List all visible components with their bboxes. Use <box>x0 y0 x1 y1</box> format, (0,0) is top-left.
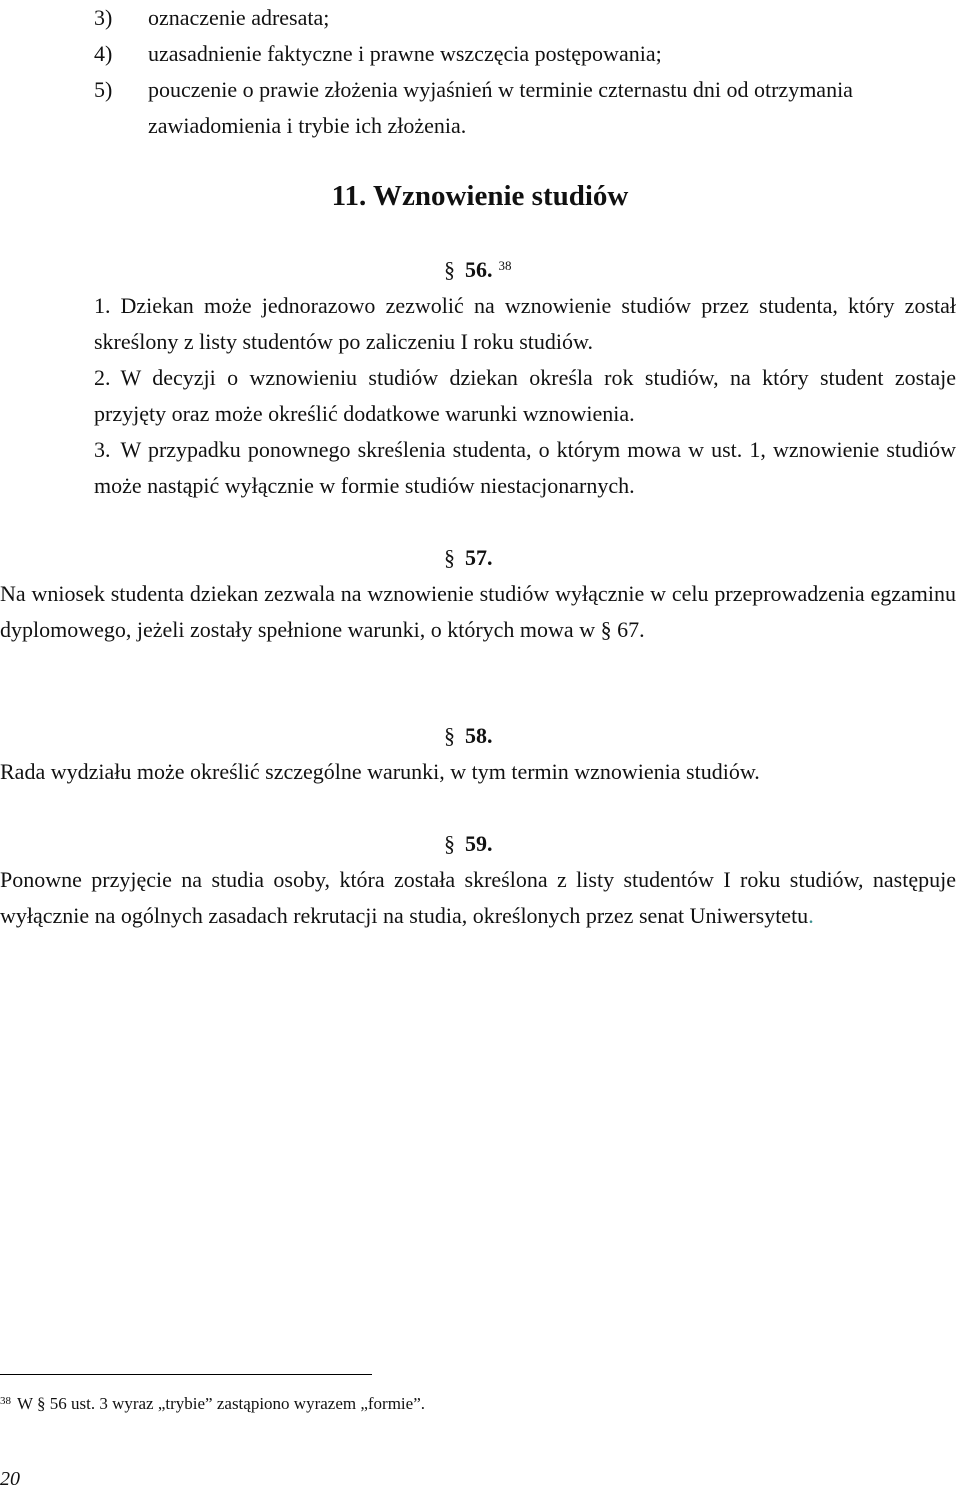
paragraph-heading-59 <box>444 826 493 862</box>
clause-number: 2. <box>94 365 111 390</box>
clause-number: 3. <box>94 437 111 462</box>
section-sign: § <box>444 545 455 570</box>
chapter-title: 11. Wznowienie studiów <box>331 180 629 212</box>
clause-number: 1. <box>94 293 111 318</box>
paragraph-number: 57. <box>465 545 493 570</box>
footnote-number: 38 <box>0 1395 11 1407</box>
final-period: . <box>808 903 814 928</box>
paragraph-text: Ponowne przyjęcie na studia osoby, która została skreślona z listy studentów I roku studiów, następuje wyłącznie na ogólnych zasadach rekrutacji na studia, określonych przez senat Uniwersytetu <box>0 867 956 928</box>
list-item <box>94 72 956 108</box>
paragraph-heading-56 <box>444 252 512 288</box>
paragraph-heading-58 <box>444 718 493 754</box>
clause-text: W decyzji o wznowieniu studiów dziekan określa rok studiów, na który student zostaje przyjęty oraz może określić dodatkowe warunki wznowienia. <box>94 365 956 426</box>
list-item-continuation <box>148 108 956 144</box>
section-sign: § <box>444 831 455 856</box>
clause-3 <box>94 432 956 504</box>
footnote <box>0 1392 425 1416</box>
list-item-number: 5) <box>94 77 113 102</box>
paragraph-number: 58. <box>465 723 493 748</box>
paragraph-number: 56. <box>465 257 493 282</box>
section-sign: § <box>444 723 455 748</box>
paragraph-heading-57 <box>444 540 493 576</box>
list-item-text: uzasadnienie faktyczne i prawne wszczęcia postępowania; <box>148 41 662 66</box>
footnote-separator <box>0 1374 372 1375</box>
list-item-text: pouczenie o prawie złożenia wyjaśnień w terminie czternastu dni od otrzymania <box>148 77 853 102</box>
paragraph-text: Na wniosek studenta dziekan zezwala na wznowienie studiów wyłącznie w celu przeprowadzenia egzaminu dyplomowego, jeżeli zostały spełnione warunki, o których mowa w <box>0 581 956 642</box>
page-number: 20 <box>0 1468 20 1490</box>
footnote-text: W § 56 ust. 3 wyraz „trybie” zastąpiono wyrazem „formie”. <box>17 1394 425 1413</box>
paragraph-57-text <box>0 576 956 648</box>
list-item-text: zawiadomienia i trybie ich złożenia. <box>148 113 467 138</box>
paragraph-number: 59. <box>465 831 493 856</box>
list-item-number: 3) <box>94 5 113 30</box>
list-item-number: 4) <box>94 41 113 66</box>
section-sign: § <box>600 617 612 642</box>
clause-text: Dziekan może jednorazowo zezwolić na wznowienie studiów przez studenta, który został skreślony z listy studentów po zaliczeniu I roku studiów. <box>94 293 956 354</box>
clause-2 <box>94 360 956 432</box>
list-item <box>94 36 956 72</box>
section-sign: § <box>444 257 455 282</box>
list-item-text: oznaczenie adresata; <box>148 5 330 30</box>
list-item <box>94 0 956 36</box>
paragraph-text-end: 67. <box>617 617 645 642</box>
paragraph-58-text: Rada wydziału może określić szczególne warunki, w tym termin wznowienia studiów. <box>0 759 760 784</box>
enumerated-list <box>94 0 956 144</box>
footnote-reference: 38 <box>498 258 512 273</box>
paragraph-59-text <box>0 862 956 934</box>
clause-text: W przypadku ponownego skreślenia studenta, o którym mowa w ust. 1, wznowienie studiów może nastąpić wyłącznie w formie studiów niestacjonarnych. <box>94 437 956 498</box>
clause-1 <box>94 288 956 360</box>
